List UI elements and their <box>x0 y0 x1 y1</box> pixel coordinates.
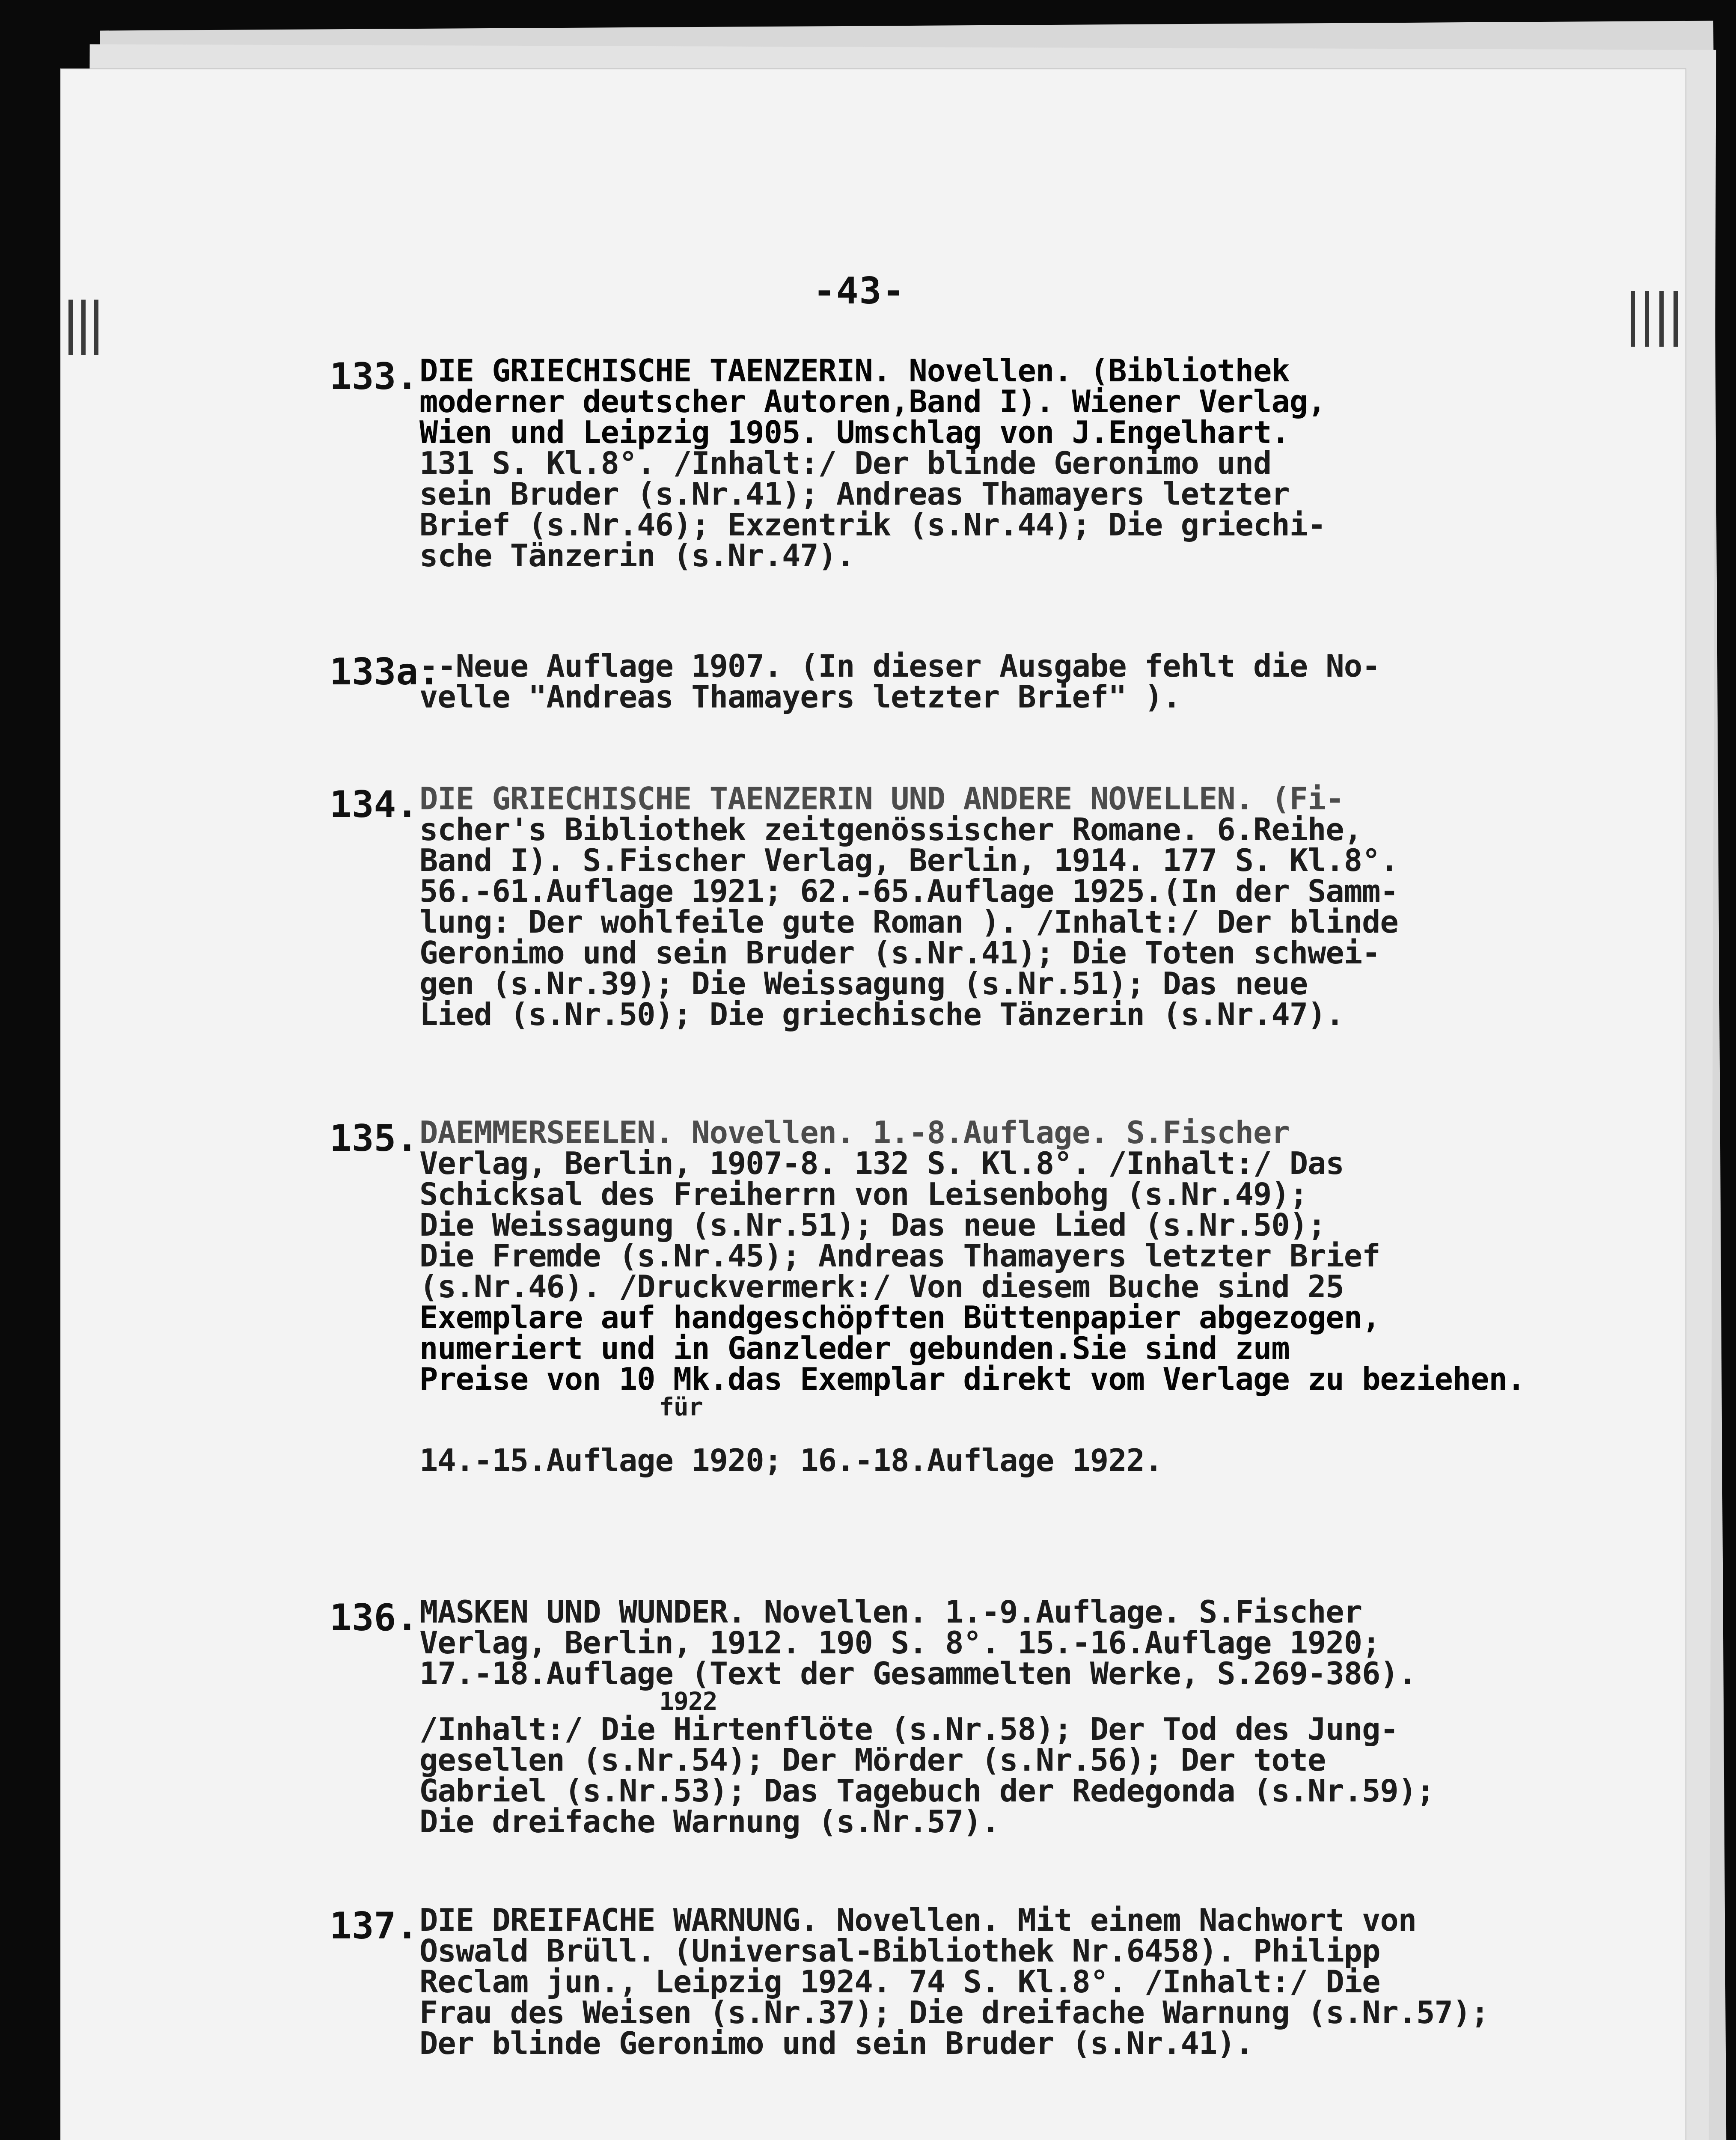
entry-line: Verlag, Berlin, 1912. 190 S. 8°. 15.-16.Auflage 1920; <box>419 1625 1380 1661</box>
entry-line: Die Fremde (s.Nr.45); Andreas Thamayers letzter Brief <box>419 1238 1380 1274</box>
entry-line: DIE GRIECHISCHE TAENZERIN. Novellen. (Bibliothek <box>419 353 1290 389</box>
entry-line: DIE GRIECHISCHE TAENZERIN UND ANDERE NOVELLEN. (Fi- <box>419 781 1344 817</box>
entry-line: moderner deutscher Autoren,Band I). Wiener Verlag, <box>419 383 1326 419</box>
entry-line: Die Weissagung (s.Nr.51); Das neue Lied (s.Nr.50); <box>419 1207 1326 1243</box>
entry-line: velle "Andreas Thamayers letzter Brief" ). <box>419 679 1181 715</box>
entry-line: 56.-61.Auflage 1921; 62.-65.Auflage 1925.(In der Samm- <box>419 873 1398 909</box>
entry-number: 135. <box>330 1117 419 1160</box>
entry-line: Brief (s.Nr.46); Exzentrik (s.Nr.44); Die griechi- <box>419 507 1326 543</box>
entry-line: Der blinde Geronimo und sein Bruder (s.Nr.41). <box>419 2025 1253 2061</box>
entry-line: MASKEN UND WUNDER. Novellen. 1.-9.Auflage. S.Fischer <box>419 1594 1362 1630</box>
interlinear-insertion: 1922 <box>659 1687 717 1716</box>
entry-line: 131 S. Kl.8°. /Inhalt:/ Der blinde Geronimo und <box>419 445 1272 481</box>
entry-line: Reclam jun., Leipzig 1924. 74 S. Kl.8°. /Inhalt:/ Die <box>419 1964 1380 2000</box>
entry-line: Verlag, Berlin, 1907-8. 132 S. Kl.8°. /Inhalt:/ Das <box>419 1145 1344 1181</box>
entry-line: /Inhalt:/ Die Hirtenflöte (s.Nr.58); Der Tod des Jung- <box>419 1711 1398 1747</box>
entry-number: 133. <box>330 355 419 398</box>
entry-number: 137. <box>330 1905 419 1947</box>
entry-line: Frau des Weisen (s.Nr.37); Die dreifache Warnung (s.Nr.57); <box>419 1994 1489 2030</box>
entry-line: gesellen (s.Nr.54); Der Mörder (s.Nr.56); Der tote <box>419 1742 1326 1778</box>
entry-line: Exemplare auf handgeschöpften Büttenpapier abgezogen, <box>419 1299 1380 1335</box>
entry-text <box>419 783 1669 1030</box>
entry-line: Band I). S.Fischer Verlag, Berlin, 1914. 177 S. Kl.8°. <box>419 842 1398 878</box>
entry-line: DIE DREIFACHE WARNUNG. Novellen. Mit einem Nachwort von <box>419 1902 1417 1938</box>
entry-line: Preise von 10 Mk.das Exemplar direkt vom Verlage zu beziehen. <box>419 1361 1525 1397</box>
entry-number: 136. <box>330 1596 419 1639</box>
entry-line: 17.-18.Auflage (Text der Gesammelten Werke, S.269-386). <box>419 1656 1417 1691</box>
entry-line: numeriert und in Ganzleder gebunden.Sie sind zum <box>419 1330 1290 1366</box>
entry-line: gen (s.Nr.39); Die Weissagung (s.Nr.51); Das neue <box>419 966 1308 1002</box>
entry-line: sein Bruder (s.Nr.41); Andreas Thamayers letzter <box>419 476 1290 512</box>
left-margin-marks <box>68 300 98 355</box>
entry-text <box>419 648 1669 715</box>
entry-line: Die dreifache Warnung (s.Nr.57). <box>419 1804 1000 1840</box>
entry-number: 133a. <box>330 651 440 693</box>
right-margin-marks <box>1631 291 1678 347</box>
interlinear-insertion: für <box>659 1392 703 1421</box>
entry-line: Gabriel (s.Nr.53); Das Tagebuch der Redegonda (s.Nr.59); <box>419 1773 1435 1809</box>
entry-line: lung: Der wohlfeile gute Roman ). /Inhalt:/ Der blinde <box>419 904 1398 940</box>
entry-text <box>419 1594 1669 1840</box>
entry-number: 134. <box>330 783 419 826</box>
entry-line: sche Tänzerin (s.Nr.47). <box>419 538 855 574</box>
entry-line: (s.Nr.46). /Druckvermerk:/ Von diesem Buche sind 25 <box>419 1269 1344 1305</box>
entry-line: --Neue Auflage 1907. (In dieser Ausgabe fehlt die No- <box>419 648 1380 684</box>
typed-page <box>60 68 1686 2140</box>
entry-text <box>419 1902 1669 2061</box>
entry-text <box>419 1117 1669 1476</box>
entry-line: Wien und Leipzig 1905. Umschlag von J.Engelhart. <box>419 414 1290 450</box>
page-number: -43- <box>813 270 906 312</box>
entry-line: DAEMMERSEELEN. Novellen. 1.-8.Auflage. S.Fischer <box>419 1115 1290 1150</box>
entry-line: Oswald Brüll. (Universal-Bibliothek Nr.6458). Philipp <box>419 1933 1380 1969</box>
entry-text <box>419 353 1669 574</box>
entry-line: Geronimo und sein Bruder (s.Nr.41); Die Toten schwei- <box>419 935 1380 971</box>
entry-line: scher's Bibliothek zeitgenössischer Romane. 6.Reihe, <box>419 811 1362 847</box>
entry-line: Schicksal des Freiherrn von Leisenbohg (s.Nr.49); <box>419 1176 1308 1212</box>
entry-line: Lied (s.Nr.50); Die griechische Tänzerin (s.Nr.47). <box>419 996 1344 1032</box>
entry-line: 14.-15.Auflage 1920; 16.-18.Auflage 1922. <box>419 1442 1163 1478</box>
